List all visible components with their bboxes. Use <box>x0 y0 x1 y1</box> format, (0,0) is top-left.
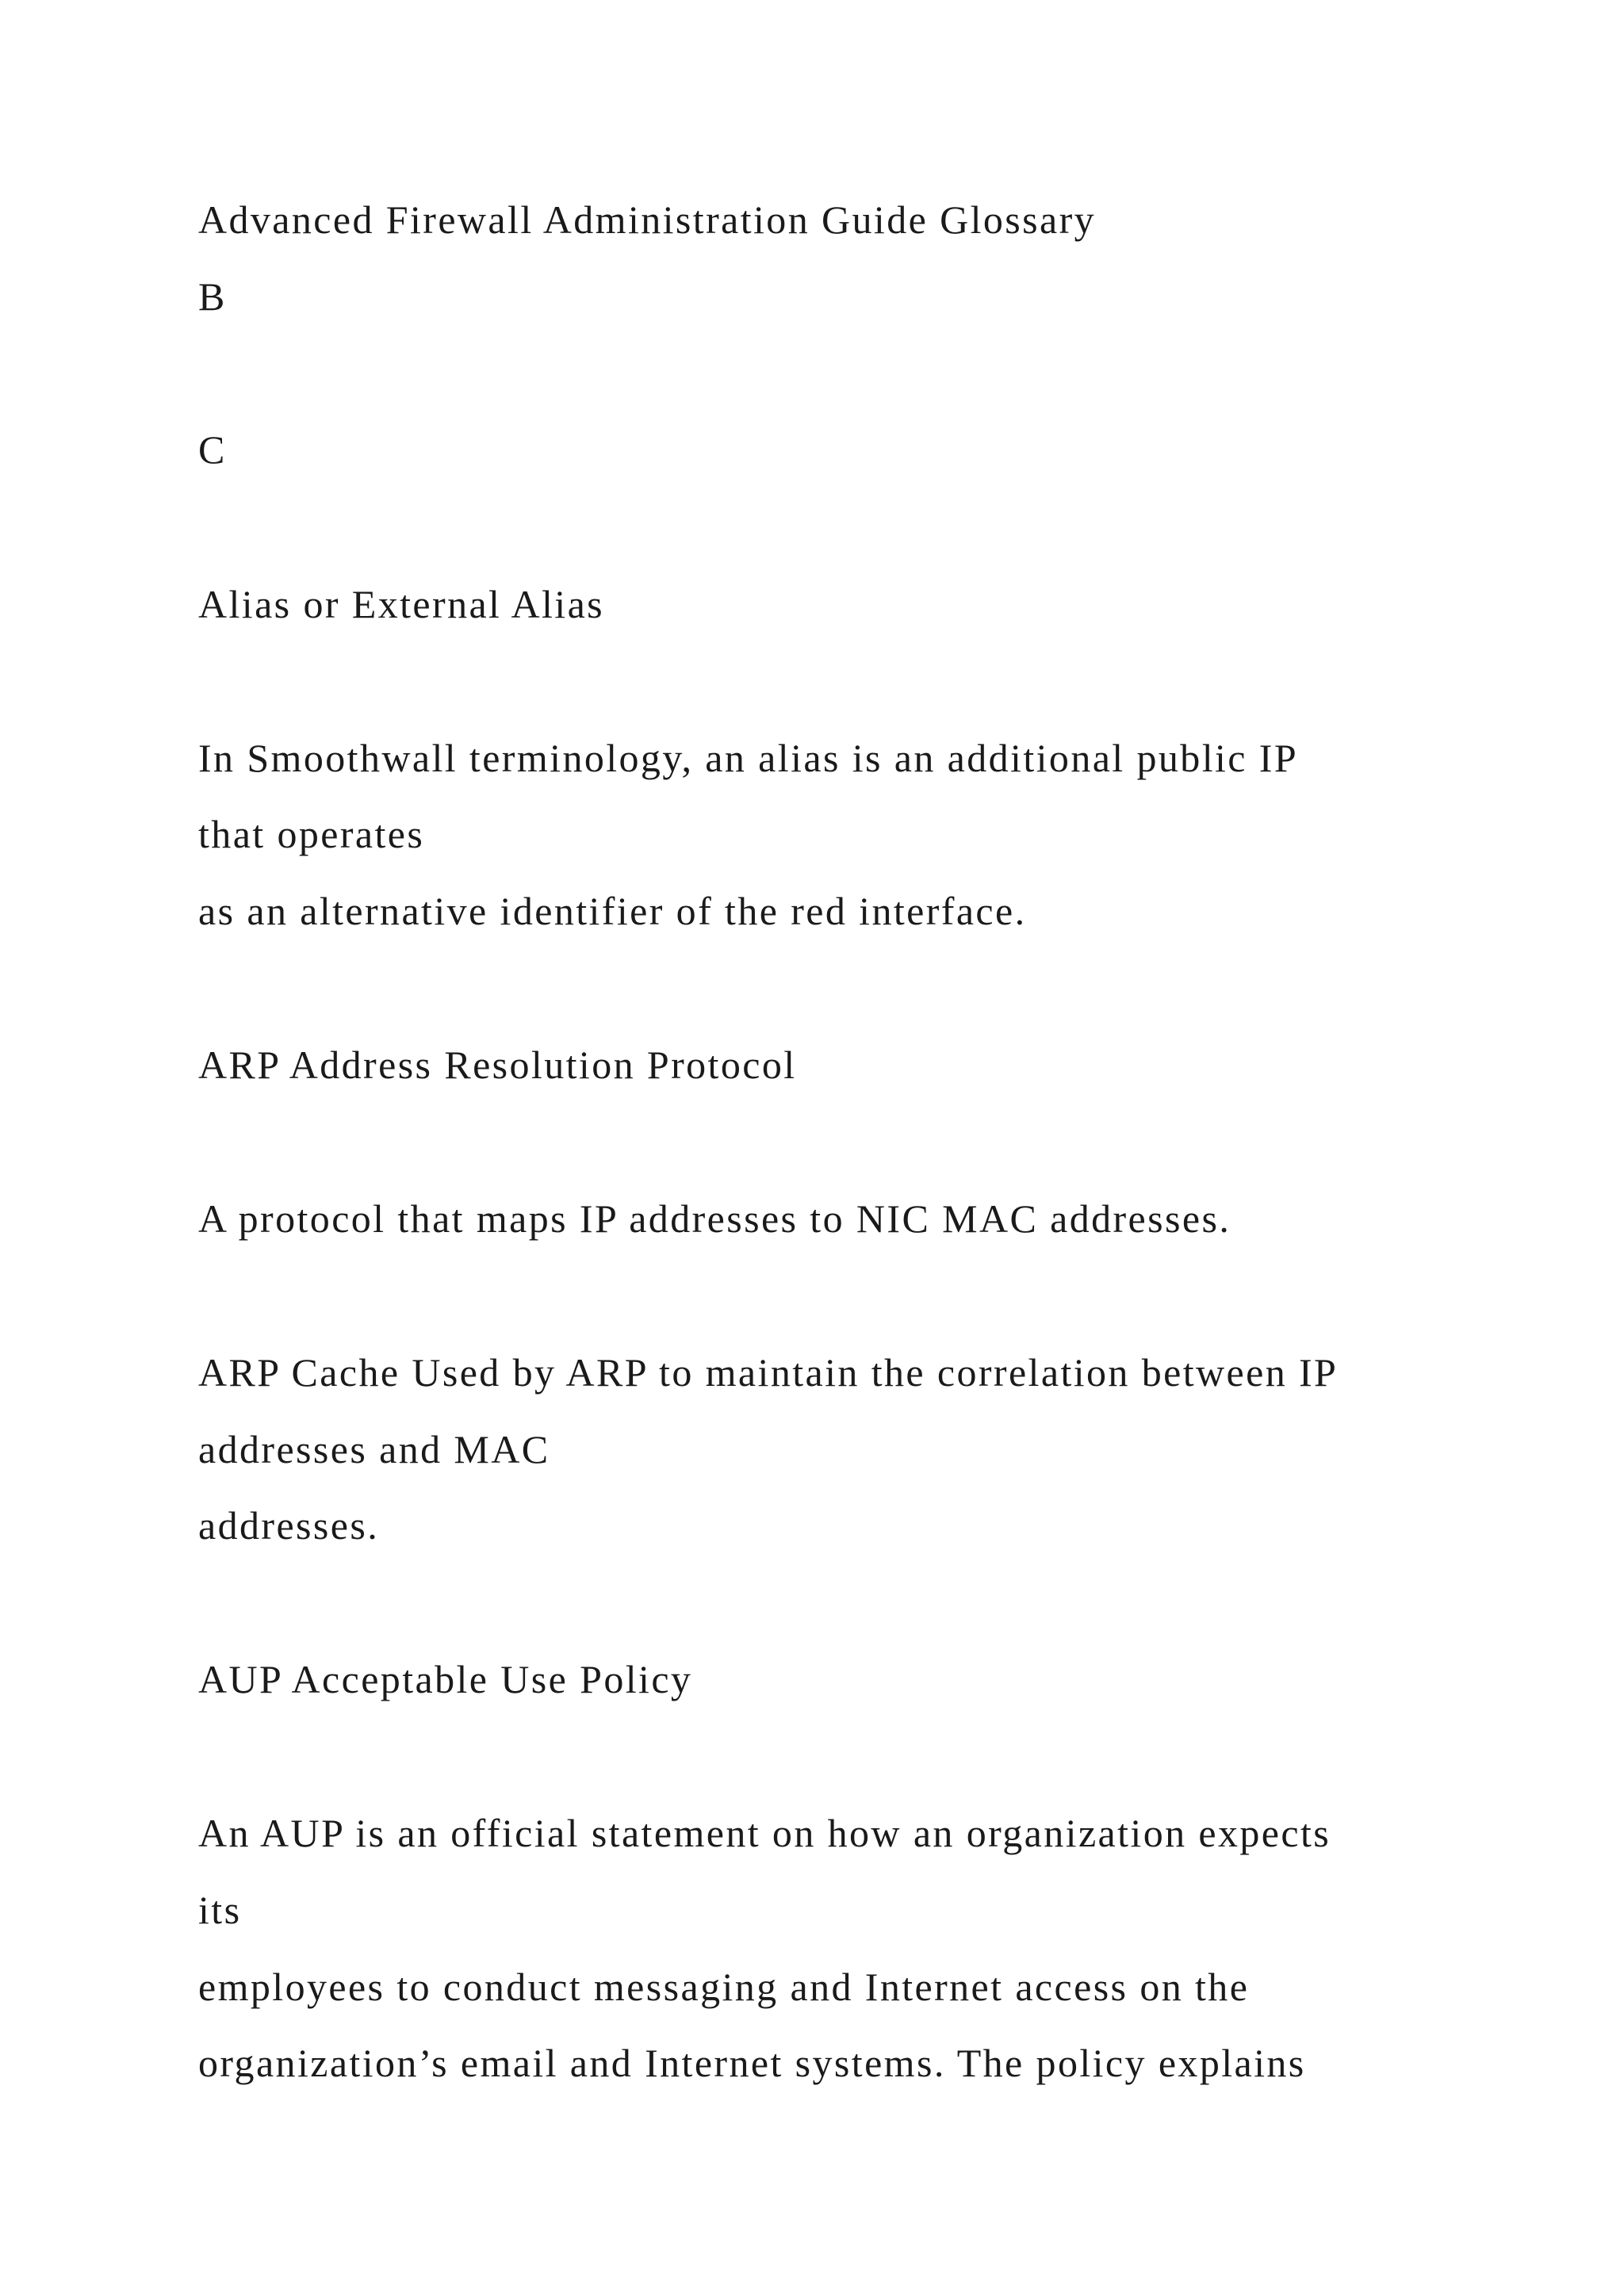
glossary-entry-arp-cache-line-3: addresses. <box>198 1503 380 1548</box>
glossary-entry-arp-cache-line-1: ARP Cache Used by ARP to maintain the correlation between IP <box>198 1350 1339 1395</box>
glossary-term-arp: ARP Address Resolution Protocol <box>198 1043 797 1087</box>
document-title: Advanced Firewall Administration Guide Glossary <box>198 197 1097 242</box>
glossary-definition-aup-line-3: employees to conduct messaging and Internet access on the <box>198 1965 1250 2009</box>
glossary-term-alias: Alias or External Alias <box>198 582 605 626</box>
section-letter-b: B <box>198 274 227 319</box>
glossary-definition-aup-line-2: its <box>198 1888 242 1932</box>
glossary-definition-alias-line-2: that operates <box>198 812 425 856</box>
glossary-definition-alias-line-1: In Smoothwall terminology, an alias is an additional public IP <box>198 736 1299 780</box>
glossary-definition-arp: A protocol that maps IP addresses to NIC MAC addresses. <box>198 1196 1231 1241</box>
glossary-term-aup: AUP Acceptable Use Policy <box>198 1657 693 1701</box>
glossary-definition-aup-line-1: An AUP is an official statement on how an organization expects <box>198 1811 1331 1855</box>
section-letter-c: C <box>198 427 227 472</box>
glossary-entry-arp-cache-line-2: addresses and MAC <box>198 1427 550 1471</box>
glossary-definition-alias-line-3: as an alternative identifier of the red interface. <box>198 889 1027 933</box>
glossary-definition-aup-line-4: organization’s email and Internet systems. The policy explains <box>198 2041 1306 2085</box>
